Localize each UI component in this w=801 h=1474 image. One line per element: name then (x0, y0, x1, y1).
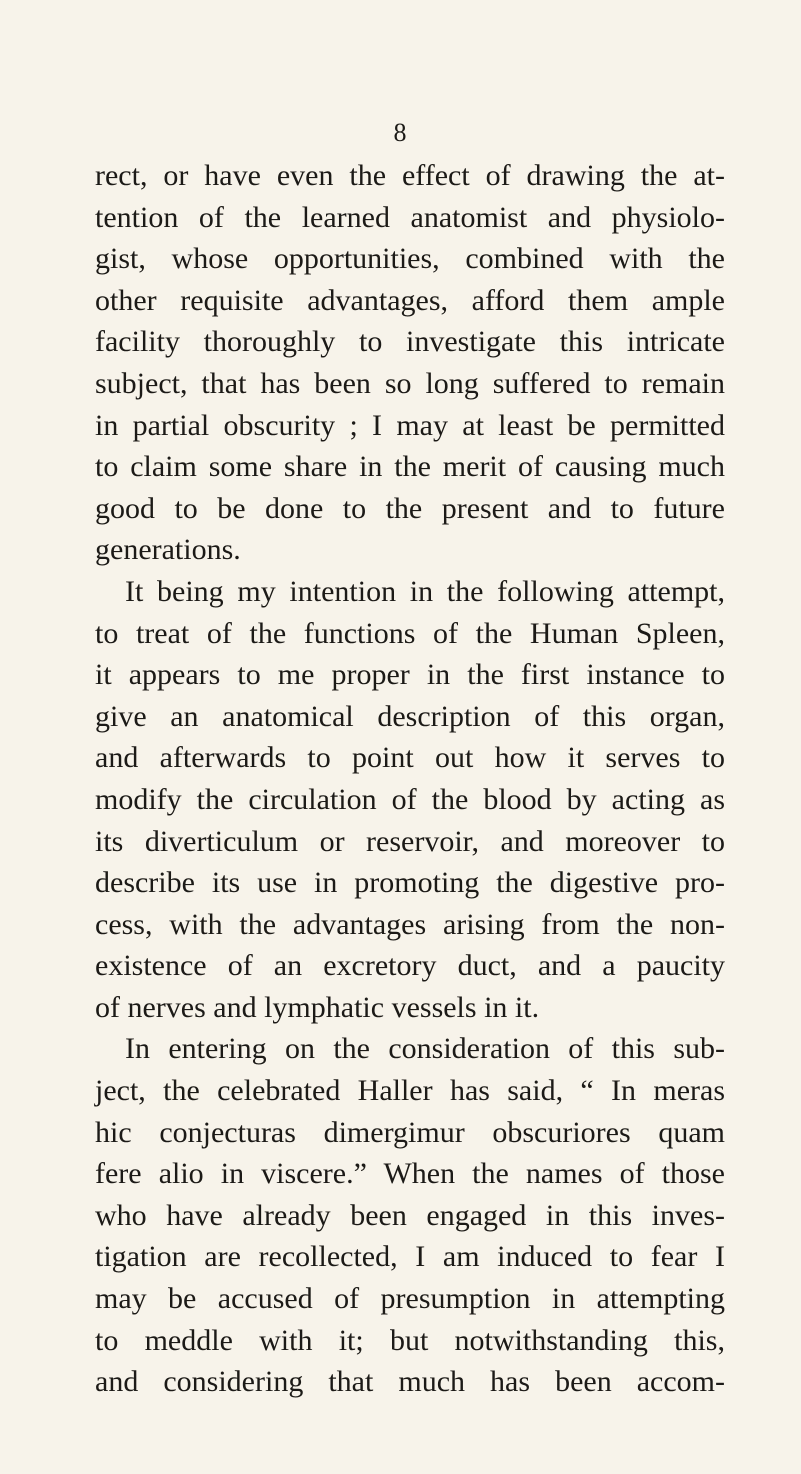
text-line: cess, with the advantages arising from the non- (95, 907, 725, 941)
text-line: to meddle with it; but notwithstanding this, (95, 1323, 725, 1357)
text-line: it appears to me proper in the first instance to (95, 658, 725, 692)
page-number: 8 (393, 118, 408, 147)
text-line: give an anatomical description of this organ, (95, 699, 725, 733)
text-line: to claim some share in the merit of causing much (95, 450, 725, 484)
text-line: other requisite advantages, afford them ample (95, 283, 725, 317)
text-line: good to be done to the present and to future (95, 491, 725, 525)
text-line: generations. (95, 533, 241, 567)
text-line: existence of an excretory duct, and a paucity (95, 949, 725, 983)
text-line: to treat of the functions of the Human Spleen, (95, 616, 725, 650)
text-line: rect, or have even the effect of drawing the at- (95, 159, 725, 192)
text-line: who have already been engaged in this inves- (95, 1198, 725, 1232)
text-line: modify the circulation of the blood by acting as (95, 782, 725, 816)
text-line: It being my intention in the following attempt, (125, 574, 725, 608)
text-line: facility thoroughly to investigate this intricate (95, 325, 725, 359)
text-line: In entering on the consideration of this sub- (125, 1032, 725, 1066)
text-line: in partial obscurity ; I may at least be permitted (95, 408, 725, 442)
text-line: describe its use in promoting the digestive pro- (95, 866, 725, 900)
text-line: of nerves and lymphatic vessels in it. (95, 990, 540, 1024)
text-line: gist, whose opportunities, combined with the (95, 242, 725, 276)
text-line: its diverticulum or reservoir, and moreover to (95, 824, 725, 858)
text-line: hic conjecturas dimergimur obscuriores quam (95, 1115, 725, 1149)
text-line: and considering that much has been accom- (95, 1365, 725, 1399)
text-line: subject, that has been so long suffered to remain (95, 366, 725, 400)
text-line: may be accused of presumption in attempting (95, 1282, 725, 1316)
text-line: ject, the celebrated Haller has said, “ In meras (95, 1074, 725, 1108)
text-line: fere alio in viscere.” When the names of those (95, 1157, 725, 1191)
body-text (95, 155, 725, 1403)
text-line: tention of the learned anatomist and physiolo- (95, 200, 725, 234)
text-line: tigation are recollected, I am induced to fear I (95, 1240, 725, 1274)
text-line: and afterwards to point out how it serves to (95, 741, 725, 775)
